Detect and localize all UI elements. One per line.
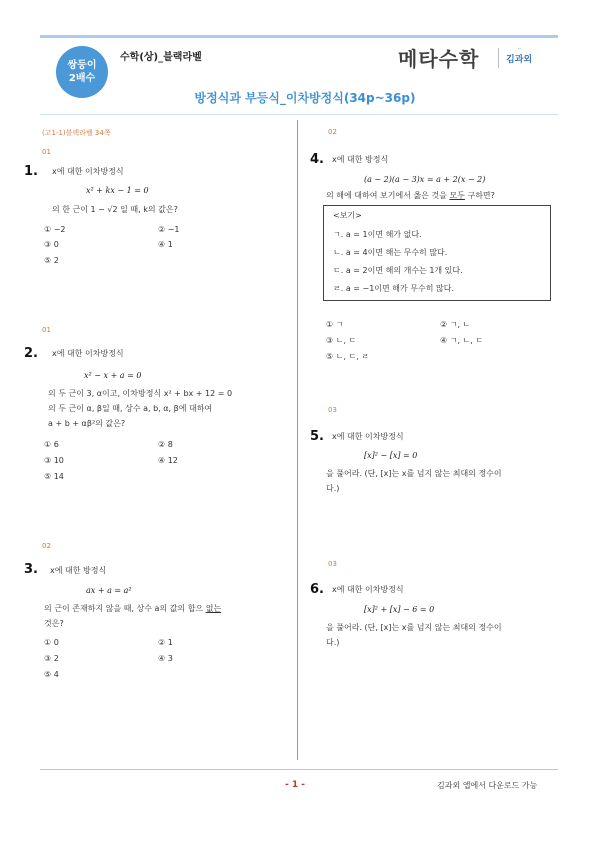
q1-choice-2[interactable]: ② −1 — [158, 225, 180, 234]
q2-line4: a + b + αβ²의 값은? — [48, 419, 126, 428]
q6-line2: 을 풀어라. (단, [x]는 x를 넘지 않는 최대의 정수이 — [326, 623, 502, 632]
q2-line2: 의 두 근이 3, α이고, 이차방정식 x² + bx + 12 = 0 — [48, 389, 233, 398]
footer-rule — [40, 769, 558, 770]
q1-choice-1[interactable]: ① −2 — [44, 225, 66, 234]
q3-choice-2[interactable]: ② 1 — [158, 638, 173, 647]
q3-equation: ax + a = a² — [86, 586, 132, 595]
q4-equation: (a − 2)(a − 3)x = a + 2(x − 2) — [364, 175, 486, 184]
q4-line2-text: 의 해에 대하여 보기에서 옳은 것을 — [326, 191, 447, 200]
brand-name: 김과외 — [506, 55, 533, 65]
q4-number: 4. — [310, 152, 324, 167]
q4-line2 — [326, 188, 495, 203]
q5-equation: [x]² − [x] = 0 — [364, 451, 418, 460]
q2-choice-3[interactable]: ③ 10 — [44, 456, 64, 465]
q2-number: 2. — [24, 346, 38, 361]
q1-choice-4[interactable]: ④ 1 — [158, 240, 173, 249]
q4-line2-end: 구하면? — [467, 191, 495, 200]
q5-number: 5. — [310, 429, 324, 444]
q3-underline-word: 없는 — [205, 604, 222, 613]
q5-line1: x에 대한 이차방정식 — [332, 432, 404, 441]
q4-tag: 02 — [328, 128, 337, 136]
q1-number: 1. — [24, 164, 38, 179]
q4-box-item-2: ㄴ. a = 4이면 해는 무수히 많다. — [333, 248, 448, 257]
q4-underline-word: 모두 — [449, 191, 465, 200]
q5-line3: 다.) — [326, 484, 340, 493]
q3-tag: 02 — [42, 542, 51, 550]
twin-badge — [56, 46, 108, 98]
q2-choice-2[interactable]: ② 8 — [158, 440, 173, 449]
q4-choice-1[interactable]: ① ㄱ — [326, 320, 344, 329]
q4-choice-4[interactable]: ④ ㄱ, ㄴ, ㄷ — [440, 336, 484, 345]
q4-box-item-4: ㄹ. a = −1이면 해가 무수히 많다. — [333, 284, 455, 293]
q6-number: 6. — [310, 582, 324, 597]
badge-line1: 쌍둥이 — [67, 60, 97, 71]
top-rule — [40, 35, 558, 38]
q1-line2: 의 한 근이 1 − √2 일 때, k의 값은? — [52, 205, 178, 214]
q3-choice-1[interactable]: ① 0 — [44, 638, 59, 647]
q2-choice-1[interactable]: ① 6 — [44, 440, 59, 449]
q6-line3: 다.) — [326, 638, 340, 647]
q4-choice-3[interactable]: ③ ㄴ, ㄷ — [326, 336, 357, 345]
q4-choice-5[interactable]: ⑤ ㄴ, ㄷ, ㄹ — [326, 352, 370, 361]
header-rule — [40, 114, 558, 115]
q2-equation: x² − x + a = 0 — [84, 371, 142, 380]
q3-choice-5[interactable]: ⑤ 4 — [44, 670, 59, 679]
subject-title: 수학(상)_블랙라벨 — [120, 52, 202, 63]
page-number: - 1 - — [285, 780, 305, 790]
q6-tag: 03 — [328, 560, 337, 568]
q2-choice-4[interactable]: ④ 12 — [158, 456, 178, 465]
q5-line2: 을 풀어라. (단, [x]는 x를 넘지 않는 최대의 정수이 — [326, 469, 502, 478]
q4-box-item-1: ㄱ. a = 1이면 해가 없다. — [333, 230, 422, 239]
q4-choice-2[interactable]: ② ㄱ, ㄴ — [440, 320, 471, 329]
q2-tag: 01 — [42, 326, 51, 334]
meta-math-logo: 메타수학 — [398, 47, 480, 71]
q3-number: 3. — [24, 562, 38, 577]
q3-line1: x에 대한 방정식 — [50, 566, 107, 575]
q4-line1: x에 대한 방정식 — [332, 155, 389, 164]
q3-choice-4[interactable]: ④ 3 — [158, 654, 173, 663]
q4-box-item-3: ㄷ. a = 2이면 해의 개수는 1개 있다. — [333, 266, 463, 275]
chapter-title: 방정식과 부등식_이차방정식(34p~36p) — [194, 91, 416, 105]
q2-line1: x에 대한 이차방정식 — [52, 349, 124, 358]
q1-line1: x에 대한 이차방정식 — [52, 167, 124, 176]
q1-choice-5[interactable]: ⑤ 2 — [44, 256, 59, 265]
q3-line3: 것은? — [44, 619, 64, 628]
q2-line3: 의 두 근이 α, β일 때, 상수 a, b, α, β에 대하여 — [48, 404, 213, 413]
q4-box-title: <보기> — [333, 211, 362, 220]
download-note: 김과외 앱에서 다운로드 가능 — [437, 781, 538, 790]
q2-choice-5[interactable]: ⑤ 14 — [44, 472, 64, 481]
logo-divider — [498, 48, 499, 68]
q1-tag: 01 — [42, 148, 51, 156]
brand-mark-icon: ᆢ — [516, 45, 523, 53]
q6-equation: [x]² + [x] − 6 = 0 — [364, 605, 435, 614]
q1-equation: x² + kx − 1 = 0 — [86, 186, 149, 195]
q6-line1: x에 대한 이차방정식 — [332, 585, 404, 594]
q3-line2 — [44, 601, 221, 616]
q3-line2-text: 의 근이 존재하지 않을 때, 상수 a의 값의 합으 — [44, 604, 204, 613]
q5-tag: 03 — [328, 406, 337, 414]
column-divider — [297, 120, 298, 760]
q1-choice-3[interactable]: ③ 0 — [44, 240, 59, 249]
source-note: (고1-1)블랙라벨 34쪽 — [42, 129, 111, 137]
q3-choice-3[interactable]: ③ 2 — [44, 654, 59, 663]
badge-line2: 2배수 — [68, 73, 96, 84]
